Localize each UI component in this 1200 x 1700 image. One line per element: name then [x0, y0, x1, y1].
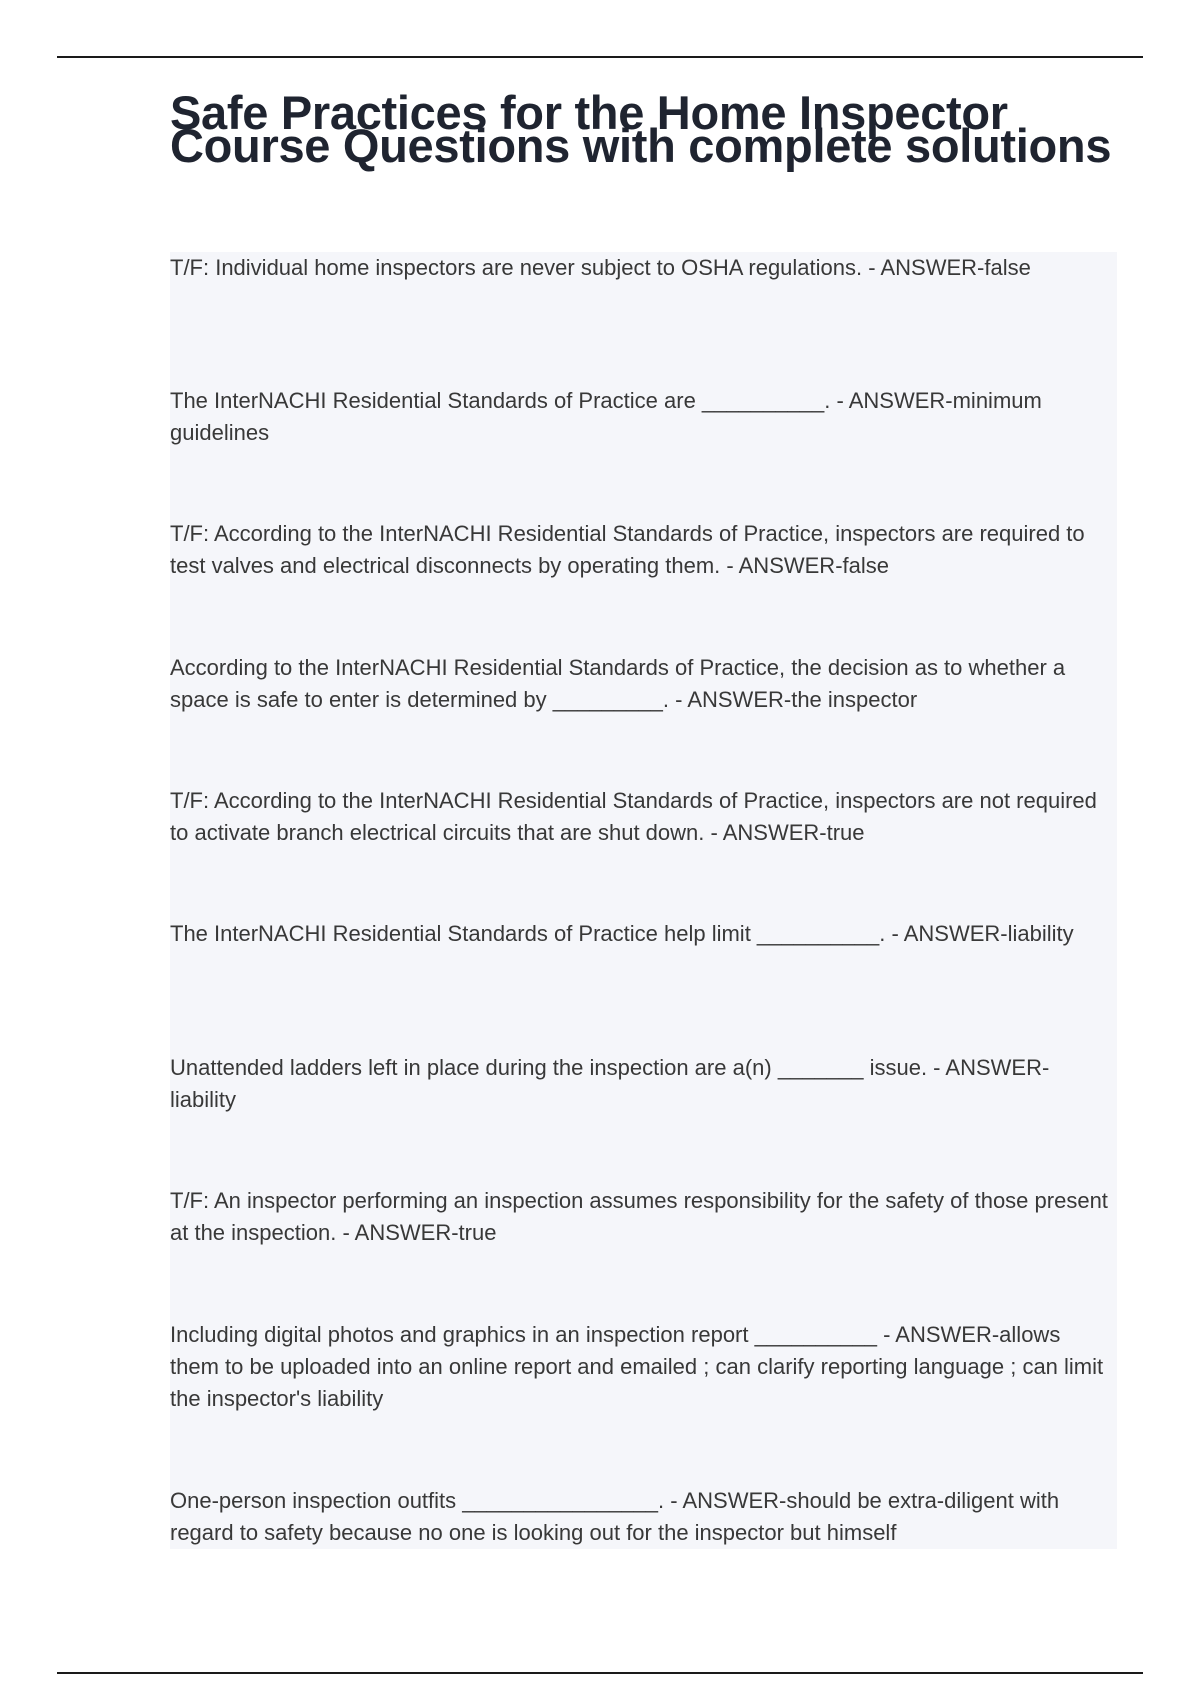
qa-list — [170, 252, 1117, 1549]
qa-item: T/F: Individual home inspectors are never subject to OSHA regulations. - ANSWER-false — [170, 255, 1031, 280]
qa-item: T/F: An inspector performing an inspection assumes responsibility for the safety of those present at the inspection. - ANSWER-true — [170, 1188, 1108, 1245]
qa-item: The InterNACHI Residential Standards of Practice are __________. - ANSWER-minimum guidelines — [170, 388, 1042, 445]
qa-item: Including digital photos and graphics in an inspection report __________ - ANSWER-allows them to be uploaded into an online report and emailed ; can clarify reporting language ; can limit the inspector's liability — [170, 1322, 1104, 1411]
qa-item: One-person inspection outfits ________________. - ANSWER-should be extra-diligent with regard to safety because no one is looking out for the inspector but himself — [170, 1488, 1060, 1545]
document-title: Safe Practices for the Home Inspector Course Questions with complete solutions — [170, 86, 1112, 172]
qa-item: T/F: According to the InterNACHI Residential Standards of Practice, inspectors are not required to activate branch electrical circuits that are shut down. - ANSWER-true — [170, 788, 1097, 845]
top-divider — [57, 56, 1143, 58]
qa-item: The InterNACHI Residential Standards of Practice help limit __________. - ANSWER-liability — [170, 921, 1074, 946]
qa-item: According to the InterNACHI Residential Standards of Practice, the decision as to whether a space is safe to enter is determined by _________. - ANSWER-the inspector — [170, 655, 1066, 712]
qa-item: Unattended ladders left in place during the inspection are a(n) _______ issue. - ANSWER-liability — [170, 1055, 1050, 1112]
qa-item: T/F: According to the InterNACHI Residential Standards of Practice, inspectors are required to test valves and electrical disconnects by operating them. - ANSWER-false — [170, 521, 1085, 578]
bottom-divider — [57, 1672, 1143, 1674]
